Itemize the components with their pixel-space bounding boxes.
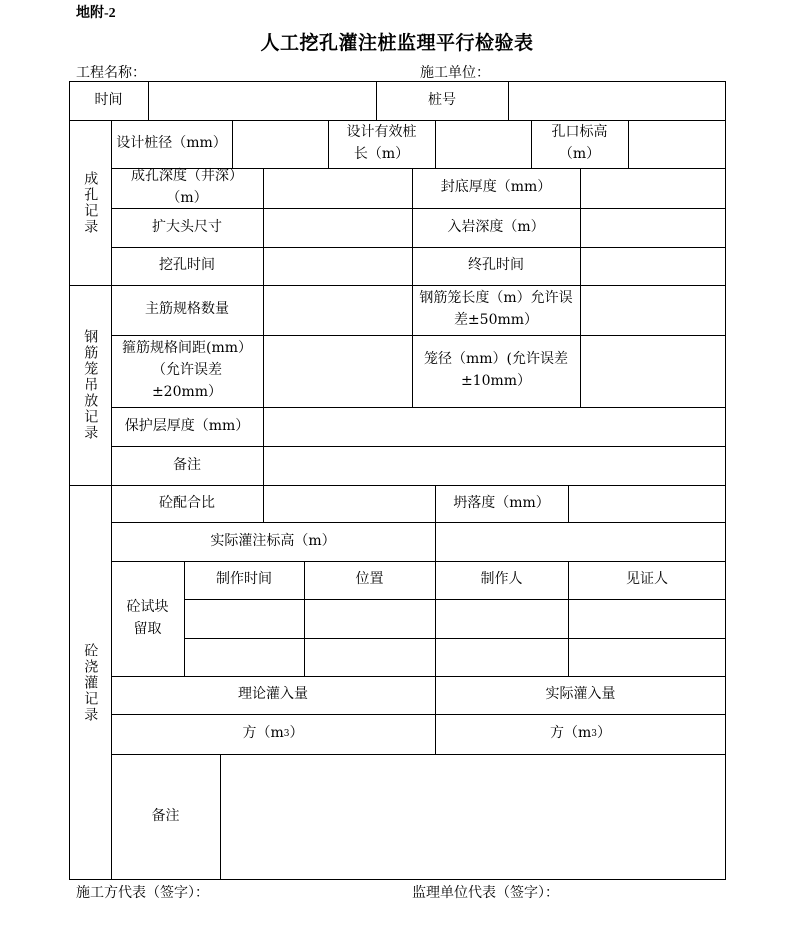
cage-length-label: 钢筋笼长度（m）允许误差±50mm） bbox=[419, 290, 573, 328]
actual-volume-unit: 方（m 3 ） bbox=[549, 725, 611, 742]
design-effective-length-label: 设计有效桩长（m） bbox=[346, 124, 417, 162]
inspection-table bbox=[69, 81, 726, 880]
contractor-rep-signature-label: 施工方代表（签字）： bbox=[76, 885, 209, 901]
pour-record-section-label: 砼浇灌记录 bbox=[82, 642, 99, 723]
rock-depth-label: 入岩深度（m） bbox=[447, 218, 545, 235]
pour-remark-label: 备注 bbox=[151, 808, 180, 825]
hole-record-section-label: 成孔记录 bbox=[82, 170, 99, 235]
cage-diameter-label: 笼径（mm）(允许误差±10mm） bbox=[423, 351, 568, 389]
make-time-header: 制作时间 bbox=[216, 571, 272, 588]
cage-remark-label: 备注 bbox=[173, 456, 201, 473]
cover-thickness-label: 保护层厚度（mm） bbox=[124, 417, 250, 434]
maker-header: 制作人 bbox=[480, 571, 523, 588]
time-label: 时间 bbox=[94, 91, 123, 108]
hole-elevation-label: 孔口标高（m） bbox=[551, 124, 608, 162]
witness-header: 见证人 bbox=[626, 571, 668, 588]
project-name-label: 工程名称： bbox=[76, 65, 146, 81]
specimen-label: 砼试块留取 bbox=[126, 598, 169, 637]
main-bar-label: 主筋规格数量 bbox=[145, 301, 229, 318]
bottom-thickness-label: 封底厚度（mm） bbox=[440, 179, 552, 196]
page-title: 人工挖孔灌注桩监理平行检验表 bbox=[260, 32, 534, 54]
actual-volume-label: 实际灌入量 bbox=[545, 686, 616, 703]
end-time-label: 终孔时间 bbox=[468, 257, 524, 274]
mix-ratio-label: 砼配合比 bbox=[159, 494, 215, 511]
slump-label: 坍落度（mm） bbox=[453, 494, 550, 511]
actual-elevation-label: 实际灌注标高（m） bbox=[210, 532, 336, 549]
hole-depth-label: 成孔深度（井深）（m） bbox=[131, 168, 243, 206]
theory-volume-label: 理论灌入量 bbox=[238, 686, 308, 703]
supervisor-rep-signature-label: 监理单位代表（签字）： bbox=[412, 885, 559, 901]
pile-number-label: 桩号 bbox=[428, 91, 456, 108]
dig-time-label: 挖孔时间 bbox=[159, 257, 215, 274]
position-header: 位置 bbox=[355, 571, 384, 588]
theory-volume-unit: 方（m 3 ） bbox=[242, 725, 304, 742]
cage-record-section-label: 钢筋笼吊放记录 bbox=[82, 329, 99, 441]
contractor-label: 施工单位： bbox=[420, 65, 490, 81]
document-code: 地附-2 bbox=[76, 6, 116, 21]
design-diameter-label: 设计桩径（mm） bbox=[116, 135, 227, 152]
enlarged-head-label: 扩大头尺寸 bbox=[152, 218, 222, 235]
stirrup-label: 箍筋规格间距(mm）（允许误差±20mm） bbox=[121, 340, 252, 400]
